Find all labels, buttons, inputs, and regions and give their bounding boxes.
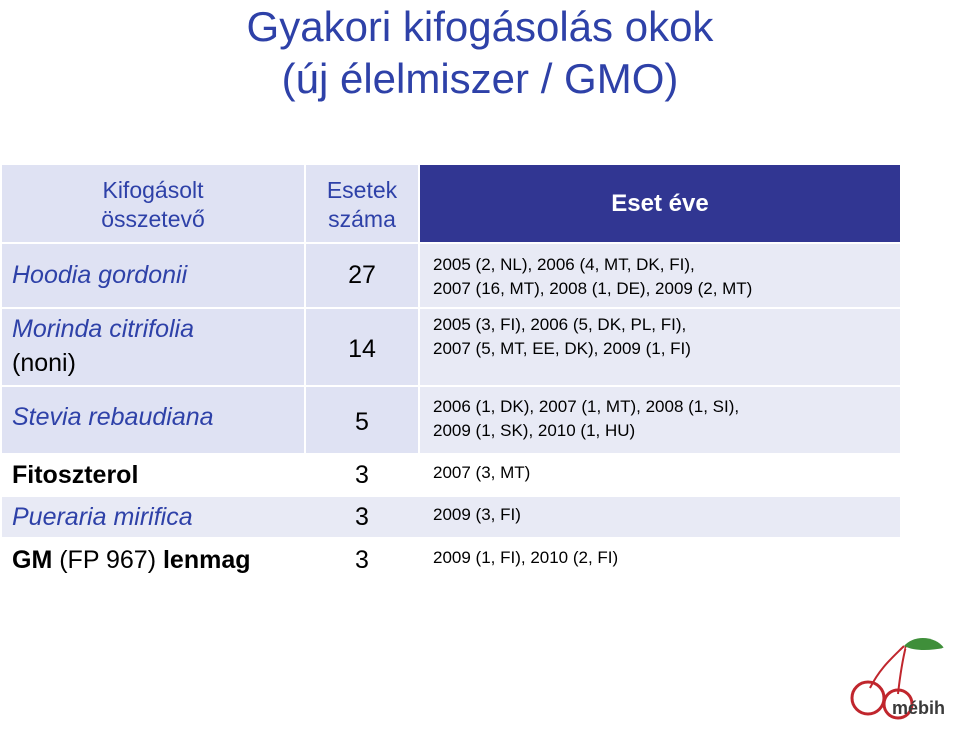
header-ingredient (2, 165, 304, 242)
case-years: 2009 (1, FI), 2010 (2, FI) (433, 548, 619, 567)
logo-text: mébih (892, 698, 946, 718)
ingredient-name-note: (noni) (12, 349, 76, 377)
case-count: 3 (355, 461, 369, 489)
header-ingredient-line1: Kifogásolt (102, 177, 204, 203)
case-count: 14 (306, 309, 418, 385)
header-ingredient-line2: összetevő (101, 206, 205, 232)
title-line-1: Gyakori kifogásolás okok (246, 3, 714, 50)
table-row (2, 387, 304, 453)
header-count-line1: Esetek (326, 177, 398, 203)
header-count (306, 165, 418, 242)
mebih-logo (840, 628, 960, 724)
case-count: 27 (306, 244, 418, 307)
table-row (2, 455, 900, 495)
table-row (2, 309, 304, 385)
header-year-label: Eset éve (611, 190, 709, 217)
header-count-line2: száma (328, 206, 396, 232)
case-count: 3 (355, 503, 369, 531)
ingredient-name: Pueraria mirifica (12, 503, 193, 531)
ingredient-name: Fitoszterol (12, 461, 139, 489)
case-count: 3 (355, 546, 369, 574)
case-years: 2006 (1, DK), 2007 (1, MT), 2008 (1, SI), 2009 (1, SK), 2010 (1, HU) (420, 387, 900, 453)
table-row (2, 244, 304, 307)
case-years: 2007 (3, MT) (433, 463, 531, 482)
case-years: 2009 (3, FI) (433, 505, 521, 524)
table-row (2, 497, 900, 537)
header-year (420, 165, 900, 242)
ingredient-name: Hoodia gordonii (12, 261, 188, 289)
ingredient-name: GM (FP 967) lenmag (12, 546, 251, 574)
table-row (2, 539, 900, 581)
case-years: 2005 (3, FI), 2006 (5, DK, PL, FI), 2007 (5, MT, EE, DK), 2009 (1, FI) (420, 309, 900, 385)
case-count: 5 (306, 387, 418, 453)
ingredient-name: Morinda citrifolia (12, 315, 195, 343)
title-line-2: (új élelmiszer / GMO) (281, 55, 679, 102)
case-years: 2005 (2, NL), 2006 (4, MT, DK, FI), 2007 (16, MT), 2008 (1, DE), 2009 (2, MT) (420, 244, 900, 307)
ingredient-name: Stevia rebaudiana (12, 403, 214, 431)
